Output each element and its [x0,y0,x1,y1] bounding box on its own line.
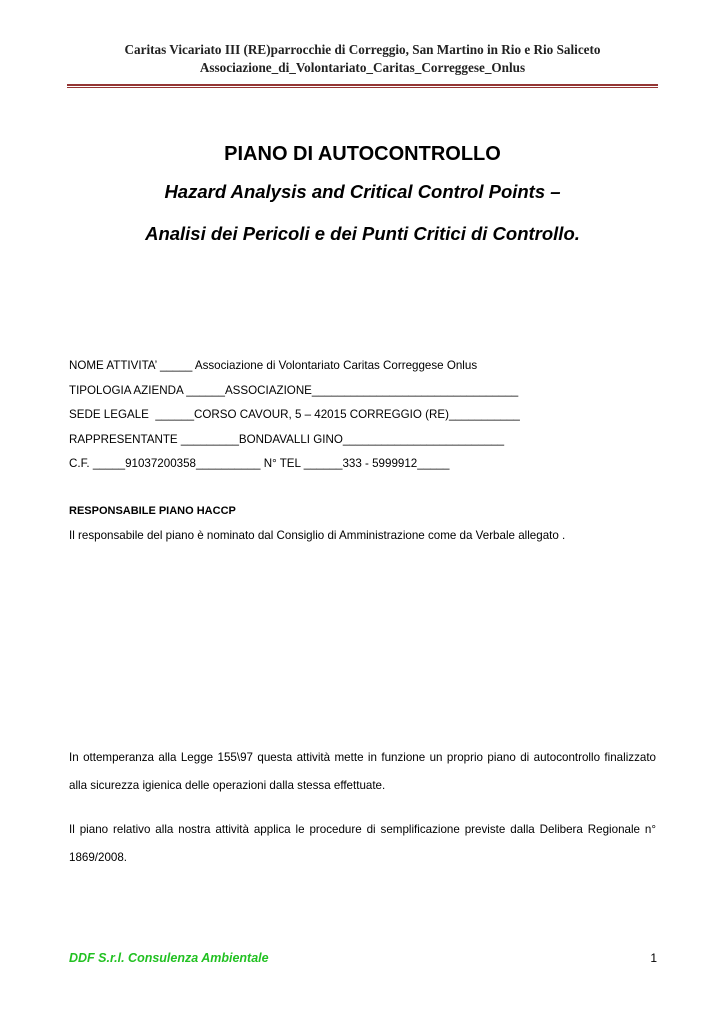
header-line-2: Associazione_di_Volontariato_Caritas_Correggese_Onlus [199,60,526,75]
header-divider [67,84,658,88]
company-info-block [69,354,520,477]
page-header [0,41,725,77]
header-line-1: Caritas Vicariato III (RE)parrocchie di Correggio, San Martino in Rio e Rio Saliceto [124,42,601,57]
paragraph-delibera: Il piano relativo alla nostra attività applica le procedure di semplificazione previste dalla Delibera Regionale n° 1869/2008. [69,823,656,864]
document-subtitle-italian: Analisi dei Pericoli e dei Punti Critici di Controllo. [145,223,580,244]
info-nome-attivita: NOME ATTIVITA’ _____ Associazione di Volontariato Caritas Correggese Onlus [69,359,478,372]
responsabile-heading: RESPONSABILE PIANO HACCP [69,505,236,517]
info-sede-legale: SEDE LEGALE ______CORSO CAVOUR, 5 – 42015 CORREGGIO (RE)___________ [69,408,520,421]
info-cf-telefono: C.F. _____91037200358__________ N° TEL ______333 - 5999912_____ [69,457,450,470]
info-rappresentante: RAPPRESENTANTE _________BONDAVALLI GINO_________________________ [69,432,505,446]
document-title: PIANO DI AUTOCONTROLLO [224,143,501,165]
paragraph-legge: In ottemperanza alla Legge 155\97 questa attività mette in funzione un proprio piano di autocontrollo finalizzato alla sicurezza igienica delle operazioni dalla stessa effettuate. [69,751,656,792]
footer-company: DDF S.r.l. Consulenza Ambientale [69,951,269,965]
document-subtitle-english: Hazard Analysis and Critical Control Points – [164,181,561,202]
responsabile-text: Il responsabile del piano è nominato dal Consiglio di Amministrazione come da Verbale allegato . [69,529,566,542]
page-number: 1 [650,951,657,965]
info-tipologia-azienda: TIPOLOGIA AZIENDA ______ASSOCIAZIONE________________________________ [69,383,519,397]
